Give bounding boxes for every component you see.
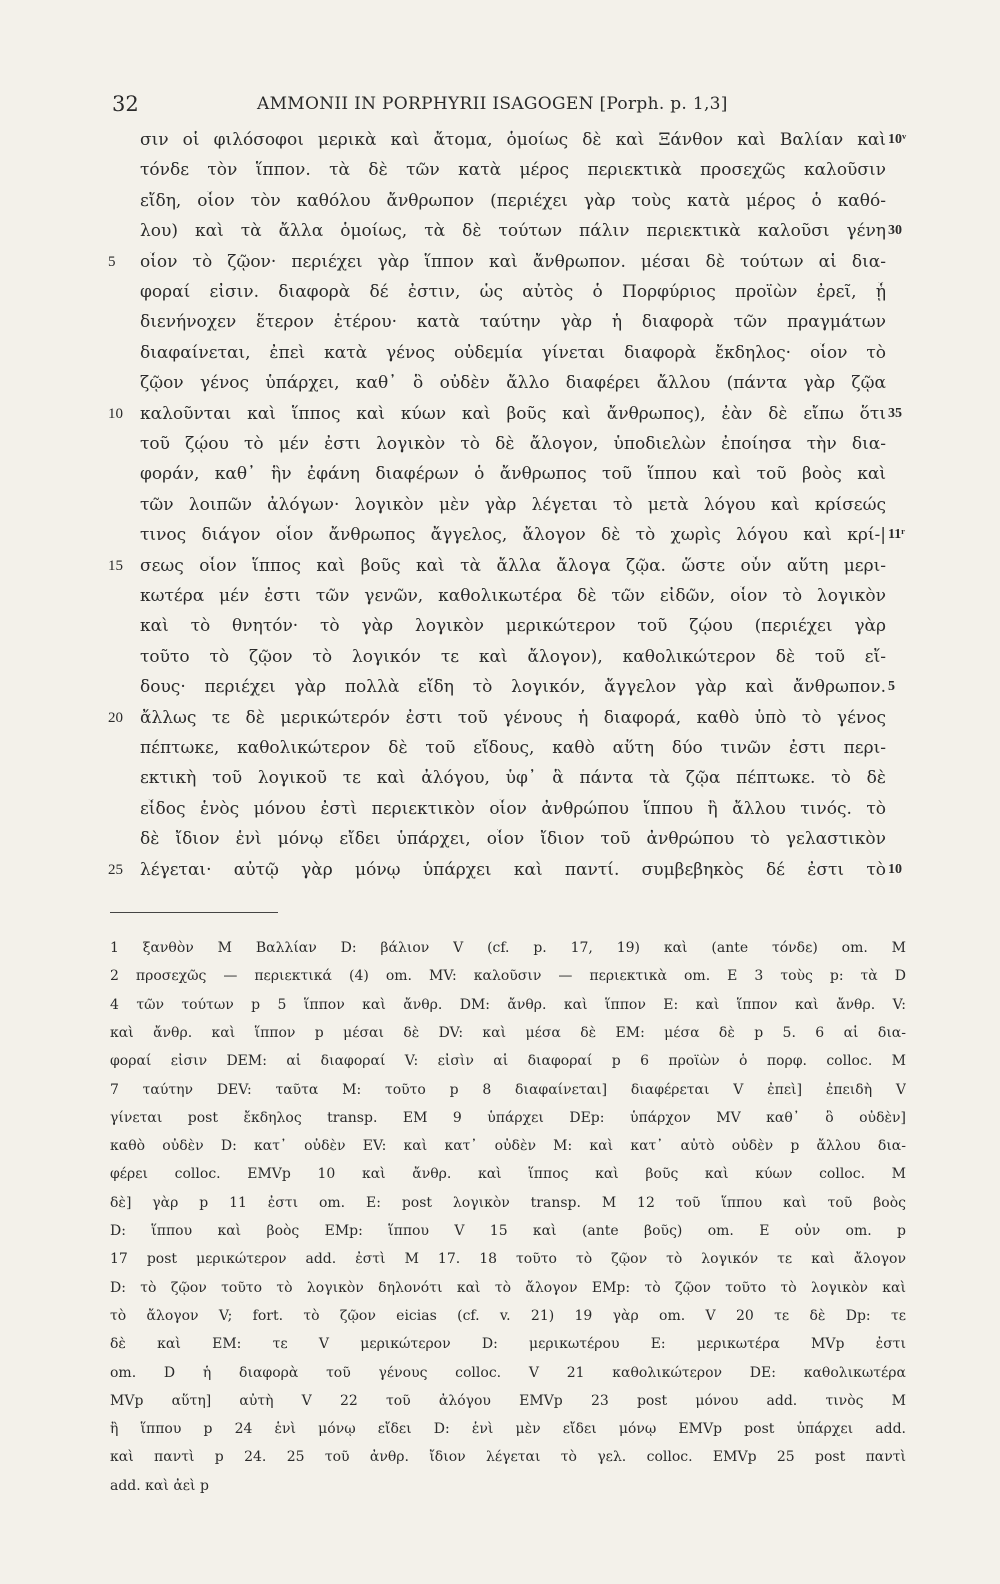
line-number: 10 xyxy=(108,405,123,422)
apparatus-line: D: τὸ ζῷον τοῦτο τὸ λογικὸν δηλονότι καὶ τὸ ἄλογον EMp: τὸ ζῷον τοῦτο τὸ λογικὸν καὶ xyxy=(110,1279,906,1296)
margin-reference: 5 xyxy=(888,679,895,695)
running-header xyxy=(112,92,762,126)
main-text-block xyxy=(0,130,1000,900)
line-text: τοῦ ζῴου τὸ μέν ἐστι λογικὸν τὸ δὲ ἄλογον, ὑποδιελὼν ἐποίησα τὴν δια- xyxy=(140,434,886,454)
apparatus-line: 17 post μερικώτερον add. ἐστὶ M 17. 18 τοῦτο τὸ ζῷον τὸ λογικόν τε καὶ ἄλογον xyxy=(110,1251,906,1268)
line-text: τῶν λοιπῶν ἀλόγων· λογικὸν μὲν γὰρ λέγεται τὸ μετὰ λόγου καὶ κρίσεώς xyxy=(140,494,886,515)
text-line xyxy=(0,556,1000,586)
line-text: εκτικὴ τοῦ λογικοῦ τε καὶ ἀλόγου, ὑφ᾽ ἃ πάντα τὰ ζῷα πέπτωκε. τὸ δὲ xyxy=(140,768,886,789)
line-text: ζῷον γένος ὑπάρχει, καθ᾽ ὃ οὐδὲν ἄλλο διαφέρει ἄλλου (πάντα γὰρ ζῷα xyxy=(140,373,886,394)
text-line xyxy=(0,312,1000,342)
text-line xyxy=(0,495,1000,525)
apparatus-line: ἢ ἵππου p 24 ἑνὶ μόνῳ εἴδει D: ἑνὶ μὲν εἴδει μόνῳ EMVp post ὑπάρχει add. xyxy=(110,1421,906,1438)
critical-apparatus xyxy=(0,940,1000,1540)
apparatus-line: φοραί εἰσιν DEM: αἱ διαφοραί V: εἰσὶν αἱ διαφοραί p 6 προϊὼν ὁ πορφ. colloc. M xyxy=(110,1053,906,1070)
text-line xyxy=(0,677,1000,707)
text-line xyxy=(0,829,1000,859)
text-line xyxy=(0,160,1000,190)
text-line xyxy=(0,221,1000,251)
text-line xyxy=(0,404,1000,434)
apparatus-line: 7 ταύτην DEV: ταῦτα M: τοῦτο p 8 διαφαίνεται] διαφέρεται V ἐπεὶ] ἐπειδὴ V xyxy=(110,1081,906,1098)
apparatus-line: καὶ ἄνθρ. καὶ ἵππον p μέσαι δὲ DV: καὶ μέσα δὲ EM: μέσα δὲ p 5. 6 αἱ δια- xyxy=(110,1024,906,1041)
apparatus-line: καὶ παντὶ p 24. 25 τοῦ ἀνθρ. ἴδιον λέγεται τὸ γελ. colloc. EMVp 25 post παντὶ xyxy=(110,1449,906,1466)
margin-reference: 10 xyxy=(888,861,902,877)
line-text: φοράν, καθ᾽ ἣν ἐφάνη διαφέρων ὁ ἄνθρωπος τοῦ ἵππου καὶ τοῦ βοὸς καὶ xyxy=(140,464,886,485)
line-text: εἶδος ἑνὸς μόνου ἐστὶ περιεκτικὸν οἷον ἀνθρώπου ἵππου ἢ ἄλλου τινός. τὸ xyxy=(140,798,886,819)
line-text: εἴδη, οἷον τὸν καθόλου ἄνθρωπον (περιέχει γὰρ τοὺς κατὰ μέρος ὁ καθό- xyxy=(140,190,886,211)
margin-reference: 35 xyxy=(888,405,902,421)
text-line xyxy=(0,860,1000,890)
line-text: λέγεται· αὐτῷ γὰρ μόνῳ ὑπάρχει καὶ παντί. συμβεβηκὸς δέ ἐστι τὸ xyxy=(140,859,886,880)
text-line xyxy=(0,373,1000,403)
apparatus-line: καθὸ οὐδὲν D: κατ᾽ οὐδὲν EV: καὶ κατ᾽ οὐδὲν M: καὶ κατ᾽ αὐτὸ οὐδὲν p ἄλλου δια- xyxy=(110,1138,906,1155)
line-text: διαφαίνεται, ἐπεὶ κατὰ γένος οὐδεμία γίνεται διαφορὰ ἔκδηλος· οἷον τὸ xyxy=(140,342,886,363)
line-text: τόνδε τὸν ἵππον. τὰ δὲ τῶν κατὰ μέρος περιεκτικὰ προσεχῶς καλοῦσιν xyxy=(140,160,886,181)
margin-reference: 30 xyxy=(888,223,902,239)
text-line xyxy=(0,343,1000,373)
line-number: 20 xyxy=(108,709,123,726)
line-text: κωτέρα μέν ἐστι τῶν γενῶν, καθολικωτέρα δὲ τῶν εἰδῶν, οἷον τὸ λογικὸν xyxy=(140,586,886,606)
text-line xyxy=(0,130,1000,160)
text-line xyxy=(0,464,1000,494)
text-line xyxy=(0,586,1000,616)
line-text: διενήνοχεν ἕτερον ἑτέρου· κατὰ ταύτην γὰρ ἡ διαφορὰ τῶν πραγμάτων xyxy=(140,312,886,333)
line-text: σεως οἷον ἵππος καὶ βοῦς καὶ τὰ ἄλλα ἄλογα ζῷα. ὥστε οὖν αὕτη μερι- xyxy=(140,555,886,576)
apparatus-line: δὲ] γὰρ p 11 ἐστι om. E: post λογικὸν transp. M 12 τοῦ ἵππου καὶ τοῦ βοὸς xyxy=(110,1194,906,1211)
apparatus-line: om. D ἡ διαφορὰ τοῦ γένους colloc. V 21 καθολικώτερον DE: καθολικωτέρα xyxy=(110,1364,906,1381)
line-number: 15 xyxy=(108,557,123,574)
line-text: οἷον τὸ ζῷον· περιέχει γὰρ ἵππον καὶ ἄνθρωπον. μέσαι δὲ τούτων αἱ δια- xyxy=(140,251,886,272)
apparatus-line: 1 ξανθὸν M Βαλλίαν D: βάλιον V (cf. p. 17, 19) καὶ (ante τόνδε) om. M xyxy=(110,940,906,956)
line-text: τοῦτο τὸ ζῷον τὸ λογικόν τε καὶ ἄλογον), καθολικώτερον δὲ τοῦ εἴ- xyxy=(140,646,886,667)
line-text: καὶ τὸ θνητόν· τὸ γὰρ λογικὸν μερικώτερον τοῦ ζῴου (περιέχει γὰρ xyxy=(140,616,886,637)
line-text: δὲ ἴδιον ἑνὶ μόνῳ εἴδει ὑπάρχει, οἷον ἴδιον τοῦ ἀνθρώπου τὸ γελαστικὸν xyxy=(140,829,886,850)
text-line xyxy=(0,647,1000,677)
line-text: φοραί εἰσιν. διαφορὰ δέ ἐστιν, ὡς αὐτὸς ὁ Πορφύριος προϊὼν ἐρεῖ, ᾗ xyxy=(140,282,886,302)
apparatus-line: D: ἵππου καὶ βοὸς EMp: ἵππου V 15 καὶ (ante βοῦς) om. E οὖν om. p xyxy=(110,1223,906,1239)
line-text: σιν οἱ φιλόσοφοι μερικὰ καὶ ἄτομα, ὁμοίως δὲ καὶ Ξάνθον καὶ Βαλίαν καὶ xyxy=(140,130,886,150)
text-line xyxy=(0,616,1000,646)
running-title: AMMONII IN PORPHYRII ISAGOGEN [Porph. p. 1,3] xyxy=(257,94,728,114)
line-text: καλοῦνται καὶ ἵππος καὶ κύων καὶ βοῦς καὶ ἄνθρωπος), ἐὰν δὲ εἴπω ὅτι xyxy=(140,403,886,424)
line-text: δους· περιέχει γὰρ πολλὰ εἴδη τὸ λογικόν, ἄγγελον γὰρ καὶ ἄνθρωπον. xyxy=(140,677,886,698)
apparatus-line: δὲ καὶ EM: τε V μερικώτερον D: μερικωτέρου E: μερικωτέρα MVp ἐστι xyxy=(110,1336,906,1353)
apparatus-line: MVp αὕτη] αὐτὴ V 22 τοῦ ἀλόγου EMVp 23 post μόνου add. τινὸς M xyxy=(110,1392,906,1409)
text-line xyxy=(0,252,1000,282)
line-text: λου) καὶ τὰ ἄλλα ὁμοίως, τὰ δὲ τούτων πάλιν περιεκτικὰ καλοῦσι γένη xyxy=(140,221,886,242)
line-number: 5 xyxy=(108,253,116,270)
margin-reference: 11ʳ xyxy=(888,527,905,543)
text-line xyxy=(0,434,1000,464)
text-line xyxy=(0,738,1000,768)
text-line xyxy=(0,191,1000,221)
apparatus-line: γίνεται post ἔκδηλος transp. EM 9 ὑπάρχει DEp: ὑπάρχον MV καθ᾽ ὃ οὐδὲν] xyxy=(110,1109,906,1126)
line-number: 25 xyxy=(108,861,123,878)
text-line xyxy=(0,799,1000,829)
apparatus-line: τὸ ἄλογον V; fort. τὸ ζῷον eicias (cf. v. 21) 19 γὰρ om. V 20 τε δὲ Dp: τε xyxy=(110,1307,906,1324)
apparatus-line: add. καὶ ἀεὶ p xyxy=(110,1477,209,1494)
margin-reference: 10ᵛ xyxy=(888,132,907,147)
text-line xyxy=(0,768,1000,798)
apparatus-line: 4 τῶν τούτων p 5 ἵππον καὶ ἄνθρ. DM: ἄνθρ. καὶ ἵππον E: καὶ ἵππον καὶ ἄνθρ. V: xyxy=(110,996,906,1013)
footnote-divider xyxy=(110,912,278,913)
text-line xyxy=(0,708,1000,738)
line-text: τινος διάγον οἷον ἄνθρωπος ἄγγελος, ἄλογον δὲ τὸ χωρὶς λόγου καὶ κρί-| xyxy=(140,525,886,546)
line-text: πέπτωκε, καθολικώτερον δὲ τοῦ εἴδους, καθὸ αὕτη δύο τινῶν ἐστι περι- xyxy=(140,738,886,758)
apparatus-line: 2 προσεχῶς — περιεκτικά (4) om. MV: καλοῦσιν — περιεκτικὰ om. E 3 τοὺς p: τὰ D xyxy=(110,968,906,985)
line-text: ἄλλως τε δὲ μερικώτερόν ἐστι τοῦ γένους ἡ διαφορά, καθὸ ὑπὸ τὸ γένος xyxy=(140,707,886,728)
apparatus-line: φέρει colloc. EMVp 10 καὶ ἄνθρ. καὶ ἵππος καὶ βοῦς καὶ κύων colloc. M xyxy=(110,1166,906,1183)
text-line xyxy=(0,282,1000,312)
page-number: 32 xyxy=(112,92,139,116)
text-line xyxy=(0,525,1000,555)
